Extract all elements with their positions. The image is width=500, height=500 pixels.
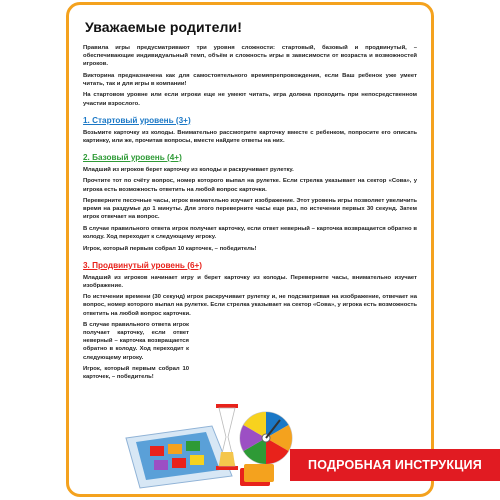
level-3-text: По истечении времени (30 секунд) игрок раскручивает рулетку и, не подсматривая на изображение, отвечает на вопрос, номер которого выпал на рулетке. Если стрелка указывает на сектор «Сова», у игрока есть возможность ответить на любой вопрос карточки.	[83, 294, 417, 317]
level-2-text: В случае правильного ответа игрок получает карточку, если ответ неверный – карточка возвращается обратно в колоду. Ход переходит к следующему игроку.	[83, 225, 417, 240]
game-board-icon	[126, 426, 232, 488]
level-2-text: Прочтите тот по счёту вопрос, номер которого выпал на рулетке. Если стрелка указывает на сектор «Сова», у игрока есть возможность ответить на любой вопрос карточки.	[83, 178, 417, 193]
level-3-heading: 3. Продвинутый уровень (6+)	[83, 260, 203, 270]
level-2-text: Игрок, который первым собрал 10 карточек, – победитель!	[83, 245, 257, 252]
page-title: Уважаемые родители!	[85, 19, 242, 35]
level-3-text: Игрок, который первым собрал 10 карточек, – победитель!	[83, 366, 189, 381]
level-3-text: Младший из игроков начинает игру и берет карточку из колоды. Переверните часы, внимательно изучает изображение.	[83, 274, 417, 289]
level-1-text: Возьмите карточку из колоды. Внимательно рассмотрите карточку вместе с ребенком, попросите его описать картинку, или же, прочитав вопросы, вместе найдите ответы на них.	[83, 129, 417, 144]
level-1-heading: 1. Стартовый уровень (3+)	[83, 115, 191, 125]
intro-paragraph: Правила игры предусматривают три уровня сложности: стартовый, базовый и продвинутый, – обеспечивающие индивидуальный темп, объём и сложность игры в зависимости от возраста и возможностей игроков.	[83, 45, 417, 68]
level-2-text: Младший из игроков берет карточку из колоды и раскручивает рулетку.	[83, 166, 294, 173]
game-illustration	[120, 398, 296, 490]
spinner-wheel-icon	[240, 412, 292, 464]
level-2-text: Переверните песочные часы, игрок внимательно изучает изображение. Этот уровень игры позволяет увеличить время на раздумье до 1 минуты. Для этого переверните часы еще раз, по истечении первых 30 секунд. Затем игрок отвечает на вопрос.	[83, 198, 417, 221]
level-3-narrow-column	[83, 321, 189, 381]
detailed-instruction-banner: ПОДРОБНАЯ ИНСТРУКЦИЯ	[290, 449, 500, 481]
level-2-heading: 2. Базовый уровень (4+)	[83, 152, 182, 162]
intro-paragraph: Викторина предназначена как для самостоятельного времяпрепровождения, если Ваш ребенок уже умеет читать, так и для игры в компании!	[83, 72, 417, 87]
level-3-text: В случае правильного ответа игрок получает карточку, если ответ неверный – карточка возвращается обратно в колоду. Ход переходит к следующему игроку.	[83, 322, 189, 361]
intro-paragraph: На стартовом уровне или если игроки еще не умеют читать, игра должна проходить при непосредственном участии взрослого.	[83, 92, 417, 107]
card-deck-icon	[240, 464, 274, 486]
